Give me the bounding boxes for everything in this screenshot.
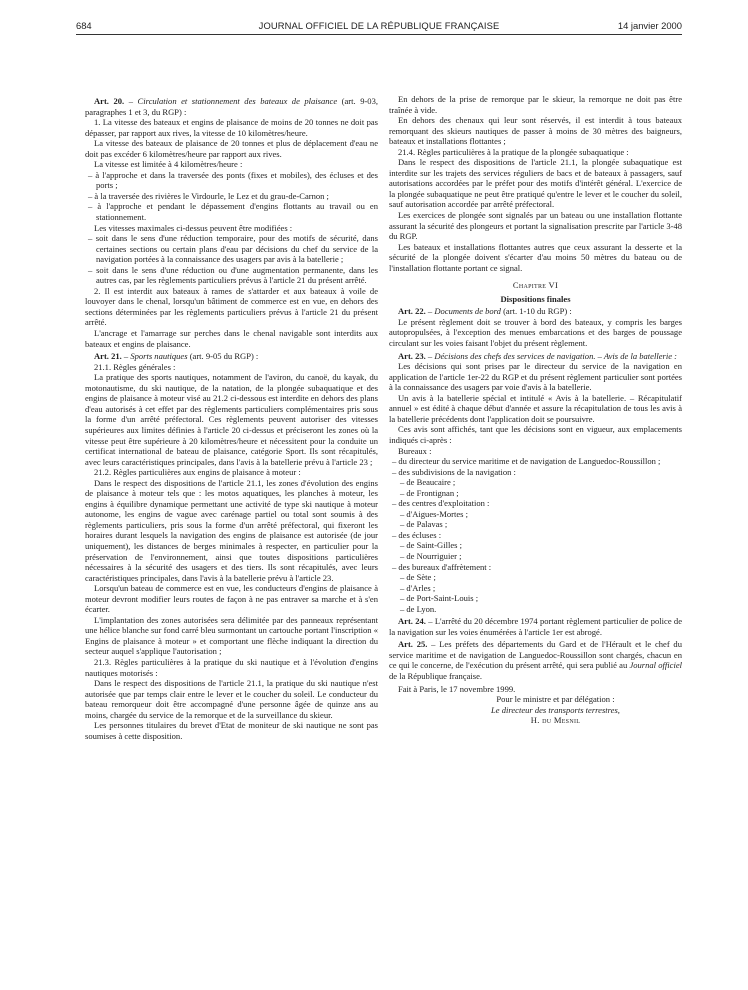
article-text: – L'arrêté du 20 décembre 1974 portant règlement particulier de police de la navigation sur les voies énumérées à l'article 1er est abrogé. (389, 616, 682, 637)
list-item: – du directeur du service maritime et de navigation de Languedoc-Roussillon ; (392, 456, 661, 467)
paragraph: 2. Il est interdit aux bateaux à rames de s'attarder et aux bateaux à voile de louvoyer dans le chenal, lorsqu'un bâtiment de commerce est en vue, en dehors des sections déterminées par les règlements particuliers prévus à l'article 21 du présent arrêté. (85, 285, 378, 328)
chapter-heading: Chapitre VI (512, 280, 559, 291)
article-title: – Sports nautiques (121, 351, 188, 362)
article-25 (389, 639, 682, 681)
article-title: – Circulation et stationnement des bateaux de plaisance (124, 96, 338, 106)
article-text: – Les préfets des départements du Gard et de l'Hérault et le chef du service maritime et de navigation de Languedoc-Roussillon sont chargés, chacun en ce qui le concerne, de l'exécution du présent arrêté, qui sera publié au (389, 639, 682, 671)
signing-place-date: Fait à Paris, le 17 novembre 1999. (398, 683, 516, 694)
list-item: – à l'approche et dans la traversée des ponts (fixes et mobiles), des écluses et des ports ; (88, 169, 378, 191)
paragraph: Un avis à la batellerie spécial et intitulé « Avis à la batellerie. – Récapitulatif annuel » est édité à chaque début d'année et assure la récapitulation de tous les avis à la batellerie précédents dont l'application doit se poursuivre. (389, 392, 682, 424)
paragraph: Les bateaux et installations flottantes autres que ceux assurant la desserte et la sécurité de la plongée doivent s'écarter d'au moins 50 mètres du bateau ou de l'installation flottante portant ce signal. (389, 241, 682, 273)
paragraph: Dans le respect des dispositions de l'article 21.1, les zones d'évolution des engins de plaisance à moteur tels que : les motos aquatiques, les planches à moteur, les engins à équilibre dynamique permettant une activité de type ski nautique à moteur autonome, les engins de vague avec carénage partiel ou total sont soumis à des règlements particuliers, pris sous la forme d'un arrêté préfectoral, qui fixeront les horaires durant lesquels la navigation des engins de plaisance est autorisée (de jour uniquement), les distances de berges minimales à respecter, en particulier pour la préservation de l'environnement, ainsi que toutes dispositions particulières nécessaires à la sécurité des usagers et des tiers. Ils sont récapitulés, avec leurs caractéristiques principales, dans l'avis à la batellerie prévu à l'article 23. (85, 477, 378, 583)
list-subitem: – d'Aigues-Mortes ; (400, 508, 469, 519)
article-20-heading (85, 96, 378, 117)
paragraph: 1. La vitesse des bateaux et engins de plaisance de moins de 20 tonnes ne doit pas dépasser, par rapport aux rives, la vitesse de 10 kilomètres/heure. (85, 117, 378, 138)
article-label: Art. 24. (398, 616, 426, 627)
journal-name: Journal officiel (629, 660, 682, 671)
subsection-heading: 21.2. Règles particulières aux engins de plaisance à moteur : (94, 467, 301, 478)
paragraph: Dans le respect des dispositions de l'article 21.1, la pratique du ski nautique n'est autorisée que par temps clair entre le lever et le coucher du soleil. Le conducteur du bateau remorqueur doit être accompagné d'une personne âgée de quinze ans au moins, chargée du service de la remorque et de la surveillance du skieur. (85, 678, 378, 720)
paragraph: Ces avis sont affichés, tant que les décisions sont en vigueur, aux emplacements indiqués ci-après : (389, 424, 682, 445)
list-subitem: – de Frontignan ; (400, 487, 459, 498)
subsection-heading: 21.4. Règles particulières à la pratique de la plongée subaquatique : (398, 146, 629, 157)
paragraph: Dans le respect des dispositions de l'article 21.1, la plongée subaquatique est interdite sur les trajets des services réguliers de bacs et de bateaux à passagers, sauf autorisations accordées par le préfet pour des motifs d'intérêt général. L'exercice de la plongée subaquatique ne peut être pratiqué qu'entre le lever et le coucher du soleil, sauf autorisation accordée par arrêté préfectoral. (389, 157, 682, 210)
paragraph: La pratique des sports nautiques, notamment de l'aviron, du canoë, du kayak, du motonautisme, du ski nautique, de la natation, de la plongée subaquatique et des engins de plaisance à moteur visé au 21.2 ci-dessous est interdite en dehors des plans d'eau autorisés à cet effet par des règlements particuliers complémentaires pris sous la forme d'un arrêté préfectoral. Ces règlements peuvent autoriser des vitesses supérieures aux limites définies à l'article 20 ci-dessus et préciseront les zones où la vitesse peut être supérieure à 20 kilomètres/heure et nécessitent pour la conduite un certificat international de bateau de plaisance, catégorie Sport. Ils sont récapitulés, avec leurs caractéristiques principales, dans l'avis à la batellerie prévu à l'article 23 ; (85, 372, 378, 467)
list-item: – soit dans le sens d'une réduction temporaire, pour des motifs de sécurité, dans certaines sections ou certain plans d'eau par décisions du chef du service de la navigation portées à la connaissance des usagers par avis à la batellerie ; (88, 233, 378, 265)
paragraph: Les décisions qui sont prises par le directeur du service de la navigation en application de l'article 1er-22 du RGP et du présent règlement particulier sont portées à la connaissance des usagers par voie d'avis à la batellerie. (389, 361, 682, 393)
article-label: Art. 25. (398, 639, 428, 650)
article-21-heading (85, 351, 378, 362)
list-item: – à l'approche et pendant le dépassement d'engins flottants au travail ou en stationnement. (88, 201, 378, 223)
paragraph: L'implantation des zones autorisées sera délimitée par des panneaux représentant une hélice blanche sur fond carré bleu surmontant un cartouche portant l'inscription « Engins de plaisance à moteur » et comportant une flèche indiquant la direction du secteur auquel s'applique l'autorisation ; (85, 614, 378, 657)
article-title: – Documents de bord (425, 306, 501, 317)
paragraph: L'ancrage et l'amarrage sur perches dans le chenal navigable sont interdits aux bateaux et engins de plaisance. (85, 328, 378, 349)
chapter-title: Dispositions finales (500, 293, 571, 304)
list-item: – à la traversée des rivières le Virdourle, le Lez et du grau-de-Carnon ; (88, 190, 329, 201)
list-subitem: – de Nourriguier ; (400, 550, 462, 561)
article-label: Art. 20. (94, 96, 125, 106)
article-22-heading (389, 306, 682, 317)
list-subitem: – de Sète ; (400, 572, 436, 583)
signatory-name: H. du Mesnil (530, 715, 581, 726)
list-subitem: – de Saint-Gilles ; (400, 540, 462, 551)
issue-date: 14 janvier 2000 (617, 20, 682, 31)
article-23-heading (389, 351, 682, 362)
right-column (389, 94, 682, 726)
paragraph: En dehors des chenaux qui leur sont réservés, il est interdit à tous bateaux remorquant des skieurs nautiques de passer à moins de 30 mètres des baigneurs, bateaux et installations flottantes ; (389, 115, 682, 147)
subsection-heading: 21.3. Règles particulières à la pratique du ski nautique et à l'évolution d'engins nautiques motorisés : (85, 656, 378, 678)
paragraph: Les exercices de plongée sont signalés par un bateau ou une installation flottante assurant la sécurité des plongeurs et portant la signalisation prescrite par l'article 3-48 du RGP. (389, 210, 682, 242)
article-label: Art. 21. (94, 351, 122, 362)
list-item: – des écluses : (392, 529, 442, 540)
paragraph: Les personnes titulaires du brevet d'Etat de moniteur de ski nautique ne sont pas soumises à cette disposition. (85, 720, 378, 741)
list-item: – des subdivisions de la navigation : (392, 466, 516, 477)
article-title: – Décisions des chefs des services de navigation. – Avis de la batellerie : (425, 350, 677, 361)
article-24 (389, 616, 682, 637)
article-label: Art. 23. (398, 350, 426, 361)
list-subitem: – de Port-Saint-Louis ; (400, 593, 479, 604)
list-subitem: – de Beaucaire ; (400, 477, 456, 488)
journal-title: JOURNAL OFFICIEL DE LA RÉPUBLIQUE FRANÇAISE (258, 20, 500, 31)
list-heading: Bureaux : (398, 445, 432, 456)
article-reference: (art. 1-10 du RGP) : (500, 306, 572, 317)
paragraph: Le présent règlement doit se trouver à bord des bateaux, y compris les barges autopropulsées, à l'exception des menues embarcations et des barges de poussage circulant sur les voies faisant l'objet du présent règlement. (389, 316, 682, 349)
page-header (76, 20, 682, 34)
header-rule (76, 34, 682, 35)
subsection-heading: 21.1. Règles générales : (94, 361, 176, 372)
article-text-end: de la République française. (389, 670, 483, 681)
article-reference: (art. 9-05 du RGP) : (187, 351, 259, 362)
paragraph: Les vitesses maximales ci-dessus peuvent être modifiées : (94, 222, 293, 233)
signature-line: Pour le ministre et par délégation : (496, 694, 615, 705)
list-subitem: – de Palavas ; (400, 519, 448, 530)
page-number: 684 (76, 20, 92, 31)
list-subitem: – d'Arles ; (400, 582, 436, 593)
paragraph: En dehors de la prise de remorque par le skieur, la remorque ne doit pas être traînée à vide. (389, 94, 682, 115)
list-item: – des bureaux d'affrètement : (392, 561, 492, 572)
paragraph: La vitesse est limitée à 4 kilomètres/heure : (94, 159, 243, 170)
paragraph: Lorsqu'un bateau de commerce est en vue, les conducteurs d'engins de plaisance à moteur devront modifier leurs routes de façon à ne pas entraver sa marche et à s'en écarter. (85, 583, 378, 615)
list-subitem: – de Lyon. (400, 603, 437, 614)
list-item: – des centres d'exploitation : (392, 498, 490, 509)
paragraph: La vitesse des bateaux de plaisance de 20 tonnes et plus de déplacement d'eau ne doit pas excéder 6 kilomètres/heure par rapport aux rives. (85, 138, 378, 159)
article-label: Art. 22. (398, 306, 426, 317)
article-reference: (art. 9-03, paragraphes 1 et 3, du RGP) : (85, 96, 378, 117)
left-column (85, 94, 378, 741)
signatory-title: Le directeur des transports terrestres, (491, 704, 620, 715)
list-item: – soit dans le sens d'une réduction ou d'une augmentation permanente, dans les autres cas, par les règlements particuliers prévus à l'article 21 du présent arrêté. (88, 264, 378, 286)
